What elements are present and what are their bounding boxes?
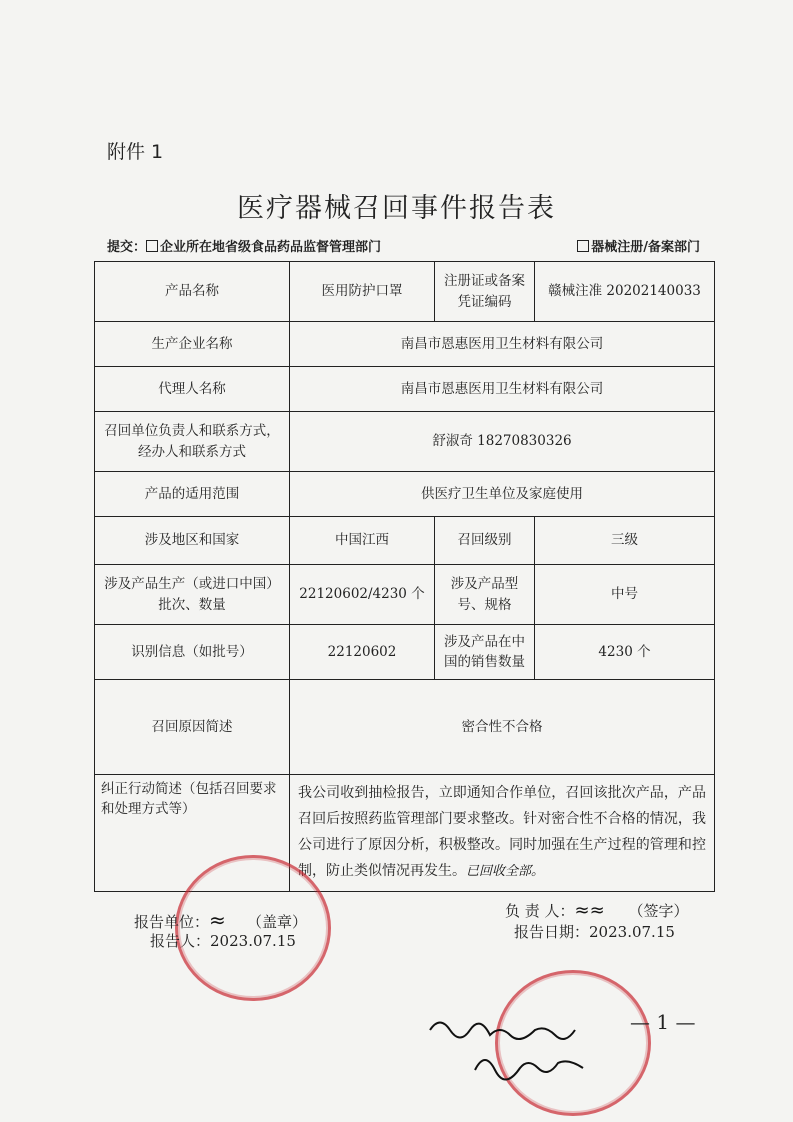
- report-unit-signature: ≈: [209, 908, 226, 932]
- submit-row: [107, 236, 700, 255]
- page-number: — 1 —: [630, 1010, 696, 1034]
- action-text: 我公司收到抽检报告，立即通知合作单位，召回该批次产品，产品召回后按照药监管理部门要求整改。针对密合性不合格的情况，我公司进行了原因分析，积极整改。同时加强在生产过程的管理和控制，防止类似情况再发生。: [298, 785, 706, 879]
- report-person-date: 2023.07.15: [210, 932, 296, 950]
- model-value: 中号: [535, 565, 715, 625]
- region-value: 中国江西: [290, 517, 435, 565]
- action-cell: [290, 775, 715, 892]
- reason-label: 召回原因简述: [95, 680, 290, 775]
- region-label: 涉及地区和国家: [95, 517, 290, 565]
- responsible-label: 负 责 人：: [505, 902, 575, 920]
- product-name-value: 医用防护口罩: [290, 262, 435, 322]
- agent-label: 代理人名称: [95, 367, 290, 412]
- submit-option-registry: 器械注册/备案部门: [591, 240, 700, 255]
- reg-value: 赣械注准 20202140033: [535, 262, 715, 322]
- reason-value: 密合性不合格: [290, 680, 715, 775]
- report-date-value: 2023.07.15: [589, 923, 675, 941]
- contact-label: 召回单位负责人和联系方式，经办人和联系方式: [95, 412, 290, 472]
- responsible-person: [505, 900, 689, 921]
- model-label: 涉及产品型号、规格: [435, 565, 535, 625]
- batch-label: 涉及产品生产（或进口中国）批次、数量: [95, 565, 290, 625]
- contact-value: 舒淑奇 18270830326: [290, 412, 715, 472]
- level-label: 召回级别: [435, 517, 535, 565]
- submit-option-province: 企业所在地省级食品药品监督管理部门: [160, 240, 382, 255]
- action-label: 纠正行动简述（包括召回要求和处理方式等）: [95, 775, 290, 892]
- sales-value: 4230 个: [535, 625, 715, 680]
- agent-value: 南昌市恩惠医用卫生材料有限公司: [290, 367, 715, 412]
- responsible-suffix: （签字）: [628, 902, 689, 920]
- handwritten-approval-note: [425, 1010, 625, 1100]
- id-label: 识别信息（如批号）: [95, 625, 290, 680]
- report-unit-label: 报告单位：: [134, 913, 210, 931]
- responsible-signature: ≈≈: [574, 900, 605, 921]
- page-title: 医疗器械召回事件报告表: [237, 193, 556, 224]
- submit-prefix: 提交：: [107, 240, 147, 255]
- id-value: 22120602: [290, 625, 435, 680]
- recall-report-table: [94, 261, 715, 892]
- scope-label: 产品的适用范围: [95, 472, 290, 517]
- report-person: [150, 930, 296, 951]
- report-date-label: 报告日期：: [514, 923, 590, 941]
- submit-option-registry-wrap: [577, 236, 700, 255]
- batch-value: 22120602/4230 个: [290, 565, 435, 625]
- level-value: 三级: [535, 517, 715, 565]
- scope-value: 供医疗卫生单位及家庭使用: [290, 472, 715, 517]
- attachment-label: 附件 1: [107, 141, 164, 163]
- sales-label: 涉及产品在中国的销售数量: [435, 625, 535, 680]
- product-name-label: 产品名称: [95, 262, 290, 322]
- checkbox-registry[interactable]: [577, 240, 589, 252]
- report-person-label: 报告人：: [150, 932, 211, 950]
- checkbox-province[interactable]: [146, 240, 158, 252]
- manufacturer-value: 南昌市恩惠医用卫生材料有限公司: [290, 322, 715, 367]
- manufacturer-label: 生产企业名称: [95, 322, 290, 367]
- report-date: [514, 921, 675, 942]
- action-handwritten-note: 已回收全部。: [466, 863, 545, 879]
- reg-label: 注册证或备案凭证编码: [435, 262, 535, 322]
- report-unit: [134, 908, 307, 932]
- report-unit-suffix: （盖章）: [247, 913, 308, 931]
